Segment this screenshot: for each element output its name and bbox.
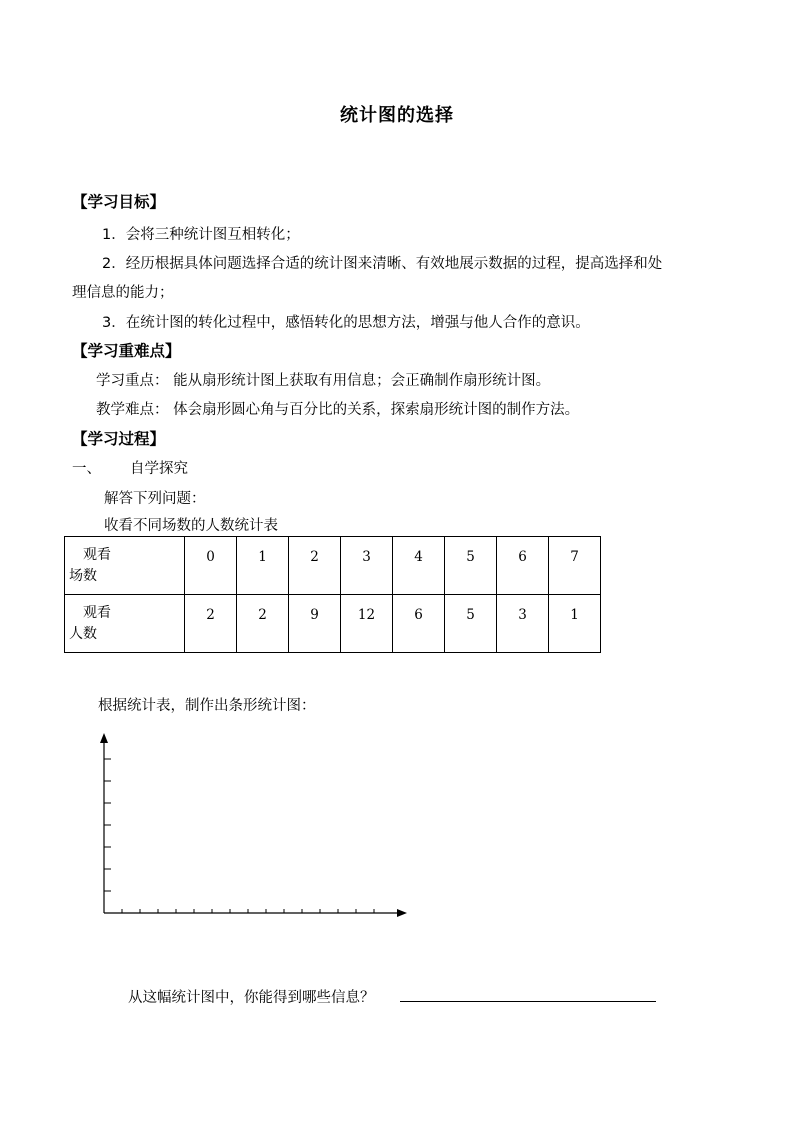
key-point: 学习重点： 能从扇形统计图上获取有用信息；会正确制作扇形统计图。	[96, 373, 551, 389]
table-cell: 3	[497, 595, 549, 653]
table-cell: 2	[185, 595, 237, 653]
blank-chart-axes	[95, 730, 410, 925]
x-axis-arrow	[397, 909, 407, 917]
row-header-games: 观看 场数	[65, 537, 185, 595]
table-row	[65, 537, 601, 595]
part-one-number: 一、	[72, 461, 101, 477]
process-heading: 【学习过程】	[72, 430, 166, 448]
table-cell: 3	[341, 537, 393, 595]
statistics-table	[64, 536, 601, 653]
y-axis-arrow	[100, 733, 108, 743]
chart-instruction: 根据统计表，制作出条形统计图：	[98, 698, 316, 714]
difficult-point: 教学难点： 体会扇形圆心角与百分比的关系，探索扇形统计图的制作方法。	[96, 402, 580, 418]
table-cell: 9	[289, 595, 341, 653]
key-points-heading: 【学习重难点】	[72, 342, 181, 360]
part-one-title: 自学探究	[130, 461, 188, 477]
table-cell: 4	[393, 537, 445, 595]
objective-2: 2．经历根据具体问题选择合适的统计图来清晰、有效地展示数据的过程，提高选择和处	[102, 256, 663, 272]
page-title: 统计图的选择	[340, 105, 454, 126]
table-cell: 6	[497, 537, 549, 595]
objective-1: 1．会将三种统计图互相转化；	[102, 227, 300, 243]
objectives-heading: 【学习目标】	[72, 193, 166, 211]
table-cell: 5	[445, 595, 497, 653]
table-cell: 6	[393, 595, 445, 653]
table-cell: 12	[341, 595, 393, 653]
table-cell: 1	[549, 595, 601, 653]
table-cell: 1	[237, 537, 289, 595]
question-text: 从这幅统计图中，你能得到哪些信息？	[128, 990, 375, 1006]
table-cell: 2	[237, 595, 289, 653]
row-header-people: 观看 人数	[65, 595, 185, 653]
y-axis-ticks	[104, 759, 111, 891]
table-cell: 7	[549, 537, 601, 595]
table-cell: 0	[185, 537, 237, 595]
objective-3: 3．在统计图的转化过程中，感悟转化的思想方法，增强与他人合作的意识。	[102, 315, 590, 331]
instruction: 解答下列问题：	[104, 491, 206, 507]
table-cell: 2	[289, 537, 341, 595]
objective-2-continued: 理信息的能力；	[72, 285, 174, 301]
answer-line[interactable]	[400, 1001, 656, 1002]
table-cell: 5	[445, 537, 497, 595]
table-row	[65, 595, 601, 653]
table-caption: 收看不同场数的人数统计表	[104, 518, 278, 534]
